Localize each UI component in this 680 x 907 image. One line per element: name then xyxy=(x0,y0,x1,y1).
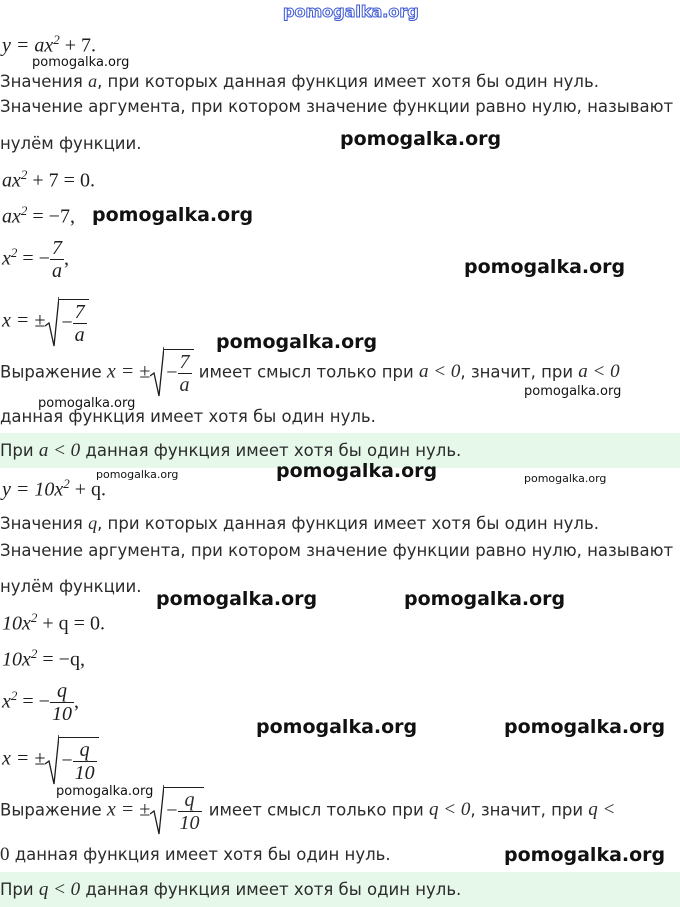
watermark: pomogalka.org xyxy=(38,396,136,411)
definition-line-2a: Значение аргумента, при котором значение функции равно нулю, называют xyxy=(0,541,674,560)
watermark: pomogalka.org xyxy=(56,784,154,799)
watermark: pomogalka.org xyxy=(92,204,254,226)
watermark: pomogalka.org xyxy=(524,472,607,485)
expression-line-1: Выражение x = ± − $\frac{7}{a}$ имеет смысл только при a < 0, значит, при a < 0 xyxy=(0,346,620,398)
watermark-top[interactable]: pomogalka.org xyxy=(283,2,419,21)
step-2-4: x = ± − $\frac{q}{10}$ xyxy=(2,734,99,786)
watermark: pomogalka.org xyxy=(216,331,378,353)
watermark: pomogalka.org xyxy=(340,128,502,150)
step-1-3: $x^2$ = − $\frac{7}{a}$ , xyxy=(2,237,69,282)
conclusion-1: При a < 0 данная функция имеет хотя бы один нуль. xyxy=(0,440,462,461)
step-2-2: $10x^2 = -q$, xyxy=(2,646,85,671)
step-2-3: $x^2$ = − $\frac{q}{10}$ , xyxy=(2,680,79,725)
sqrt-sign: − $\frac{7}{a}$ xyxy=(150,346,193,398)
function-equation-1: $y = ax^2 + 7$. xyxy=(2,32,97,57)
step-1-4: x = ± − $\frac{7}{a}$ xyxy=(2,296,89,348)
step-2-1: $10x^2 + q = 0$. xyxy=(2,610,105,635)
watermark: pomogalka.org xyxy=(504,844,666,866)
watermark: pomogalka.org xyxy=(276,460,438,482)
definition-line-2b: нулём функции. xyxy=(0,577,142,596)
values-line-2: Значения q, при которых данная функция имеет хотя бы один нуль. xyxy=(0,513,599,533)
watermark: pomogalka.org xyxy=(464,256,626,278)
definition-line-1b: нулём функции. xyxy=(0,134,142,153)
definition-line-1a: Значение аргумента, при котором значение функции равно нулю, называют xyxy=(0,97,674,116)
values-line-1: Значения a, при которых данная функция имеет хотя бы один нуль. xyxy=(0,71,599,91)
fraction: $\frac{7}{a}$ xyxy=(51,237,62,282)
function-equation-2: $y = 10x^2 + q$. xyxy=(2,476,107,501)
expression-line-2b: 0 данная функция имеет хотя бы один нуль. xyxy=(0,844,391,865)
watermark: pomogalka.org xyxy=(32,55,130,70)
sqrt-sign: − $\frac{q}{10}$ xyxy=(45,734,98,786)
expression-line-1b: данная функция имеет хотя бы один нуль. xyxy=(0,407,376,426)
conclusion-2: При q < 0 данная функция имеет хотя бы один нуль. xyxy=(0,879,462,900)
sqrt-sign: − $\frac{7}{a}$ xyxy=(45,296,88,348)
watermark: pomogalka.org xyxy=(156,588,318,610)
watermark: pomogalka.org xyxy=(256,716,418,738)
fraction: $\frac{q}{10}$ xyxy=(51,680,72,725)
watermark: pomogalka.org xyxy=(524,384,622,399)
step-1-1: $ax^2 + 7 = 0$. xyxy=(2,167,95,192)
watermark: pomogalka.org xyxy=(404,588,566,610)
step-1-2: $ax^2 = -7$, xyxy=(2,203,75,228)
watermark: pomogalka.org xyxy=(96,468,179,481)
sqrt-sign: − $\frac{q}{10}$ xyxy=(150,784,203,836)
watermark: pomogalka.org xyxy=(504,716,666,738)
expression-line-2: Выражение x = ± − $\frac{q}{10}$ имеет смысл только при q < 0, значит, при q < xyxy=(0,784,615,836)
